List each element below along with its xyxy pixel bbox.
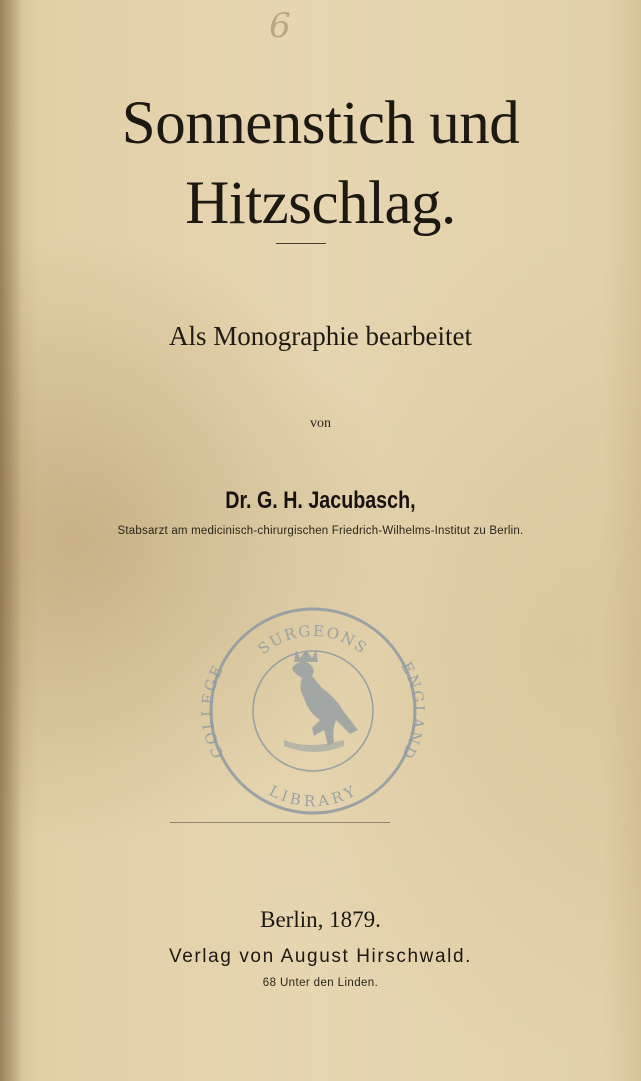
book-title: Sonnenstich und Hitzschlag. [121,90,520,237]
library-stamp [200,598,426,824]
stamp-underline [170,822,390,823]
author-name: Dr. G. H. Jacubasch, [225,487,416,514]
place-and-year: Berlin, 1879. [260,907,381,932]
stamp-text-top: SURGEONS [254,621,372,658]
publisher-address: 68 Unter den Linden. [262,977,379,989]
author-affiliation: Stabsarzt am medicinisch-chirurgischen Friedrich-Wilhelms-Institut zu Berlin. [117,525,524,537]
eagle-seal-icon [200,598,426,824]
pencil-mark: 6 [269,6,291,46]
stamp-text-bottom: LIBRARY [266,781,360,811]
eagle-icon [284,650,358,752]
stamp-text-left: COLLEGE [200,661,228,761]
stamp-text-right: ENGLAND [397,658,426,764]
title-divider [276,243,326,244]
publisher-line: Verlag von August Hirschwald. [168,946,473,967]
by-line: von [310,416,331,431]
book-subtitle: Als Monographie bearbeitet [169,321,472,351]
